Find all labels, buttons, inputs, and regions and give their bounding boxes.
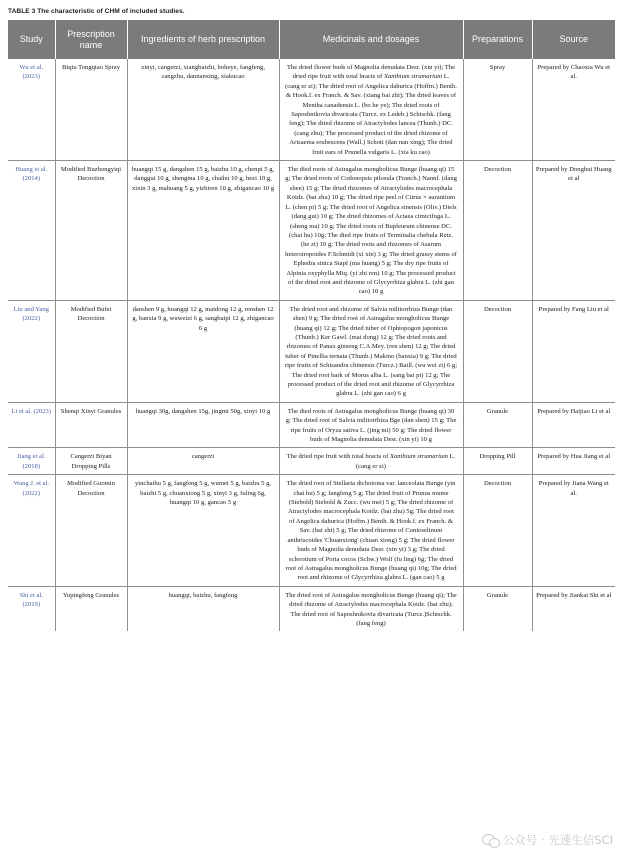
source-cell: Prepared by Jiankai Shi et al (536, 591, 612, 599)
ingredients-cell: huangqi 15 g, dangshen 15 g, baizhu 10 g, chenpi 5 g, danggui 10 g, shengma 10 g, chaihu 10 g, hezi 10 g, xixin 3 g, mahuang 5 g, yizhiren 10 g, zhigancao 10 g (127, 161, 279, 301)
medicinals-cell: The dried root and rhizome of Salvia miltiorrhiza Bunge (dan shen) 9 g; The dried root of Astragalus mongholicus Bunge (huang qi) 12 g; The dried tuber of Ophiopogon japonicus (Thunb.) Ker Gawl. (mai dong) 12 g; The dried roots and rhizomes of Panax ginseng C.A.Mey. (ren shen) 12 g; The dried tuber of Pinellia ternata (Thunb.) Makino (banxia) 9 g; The dried ripe fruits of Schisandra chinensis (Turcz.) Baill. (wu wei zi) 6 g; The dried root bark of Morus alba L. (sang bai pi) 12 g; The processed product of the dried root and rhizome of Glycyrrhiza glabra L. (zhi gan cao) 6 g (279, 300, 463, 402)
preparations-cell: Decoction (463, 161, 532, 301)
preparations-cell: Granule (463, 402, 532, 448)
study-cell: Wu et al. (2023) (8, 59, 55, 161)
preparations-cell: Dropping Pill (463, 448, 532, 475)
source-cell: Prepared by Donghui Huang et al (532, 161, 615, 301)
medicinals-cell: The died roots of Astragalus mongholicus Bunge (huang qi) 30 g; The dried root of Salvia miltiorrhiza Bge (dan shen) 15 g; The ripe fruits of Oryza sativa L. (jing mi) 50 g; The dried flower buds of Magnolia denudata Desr. (xin yi) 10 g (279, 402, 463, 448)
medicinals-cell: The dried root of Astragalus mongholicus Bunge (huang qi); The dried rhizome of Atractylodes macrocephala Koidz. (bai zhu); The dried root of Saposhnikovia divaricata (Turcz.)Schischk. (fang feng) (279, 586, 463, 631)
table-row (8, 586, 615, 631)
ingredients-cell: huangqi, baizhu, fangfeng (127, 586, 279, 631)
medicinals-cell: The dried root of Stellaria dichotoma var. lanceolata Bunge (yin chai hu) 5 g; fangfeng 5 g; The dried fruit of Prunus mume (Siebold) Siebold & Zucc. (wu mei) 5 g; The dried rhizome of Atractylodes macrocephala Koidz. (bai zhu) 5g; The dried root of Angelica dahurica (Hoffm.) Benth. & Hook.f. ex Franch. & Sav. (bai zhi) 5 g; The dried rhizome of Conioselinum anthriscoides 'Chuanxiong' (chuan xiong) 5 g; The dried flower buds of Magnolia denudata Desr. (xin yi) 3 g; The dried sclerotium of Poria cocos (Schw.) Wolf (fu ling) 6g; The dried root of Astragalus mongholicus Bunge (huang qi) 10g; The dried root and rhizome of Glycyrrhiza glabra L. (gan cao) 5 g (279, 475, 463, 586)
prescription-cell: Biqiu Tongqiao Spray (55, 59, 127, 161)
header-ingredients: Ingredients of herb prescription (127, 20, 279, 59)
header-row (8, 20, 615, 59)
ingredients-cell: xinyi, cangerzi, xiangbaizhi, boheye, fangfeng, cangzhu, dannanxing, xiakucao (127, 59, 279, 161)
prescription-cell: Modified Buzhongyiqi Decoction (55, 161, 127, 301)
prescription-cell: Cangerzi Biyan Dropping Pills (55, 448, 127, 475)
prescription-cell: Modified Guomin Decoction (55, 475, 127, 586)
source-cell: Prepared by Fang Liu et al (532, 300, 615, 402)
table-row (8, 161, 615, 301)
header-study: Study (8, 20, 55, 59)
table-caption: TABLE 3 The characteristic of CHM of included studies. (8, 8, 185, 15)
source-cell: Prepared by Chaoxia Wu et al. (532, 59, 615, 161)
prescription-cell: Shenqi Xinyi Granules (55, 402, 127, 448)
prescription-cell: Yupingfeng Granules (55, 586, 127, 631)
study-cell: Jiang et al. (2018) (8, 448, 55, 475)
study-cell: Shi et al. (2019) (8, 586, 55, 631)
study-cell: Li et al. (2023) (8, 402, 55, 448)
medicinals-cell: The died roots of Astragalus mongholicus Bunge (huang qi) 15 g; The dried roots of Codonopsis pilosula (Franch.) Nannf. (dang shen) 15 g; The dried rhizomes of Atractylodes macrocephala Koidz. (bai zhu) 10 g; The dried ripe peel of Citrus × aurantium L. (chen pi) 5 g; The dried root of Angelica sinensis (Oliv.) Diels (dang gui) 10 g; The dried rhizomes of Actaea cimicifuga L. (sheng ma) 10 g; The dried roots of Bupleurum chinense DC. (chai hu) 10g; The died ripe fruits of Terminalia chebula Retz. (he zi) 10 g; The dried roots and rhizomes of Asarum heterotropoides F.Schmidt (xi xin) 3 g; The dried grassy stems of Ephedra sinica Stapf (ma huang) 5 g; The dry ripe fruits of Alpinia oxyphylla Miq. (yi zhi ren) 10 g; The processed product of the dried root and rhizome of Glycyrrhiza glabra L. (zhi gan cao) 10 g (279, 161, 463, 301)
medicinals-cell: The dried ripe fruit with total bracts of Xanthium strumarium L. (cang er zi) (279, 448, 463, 475)
source-cell: Prepared by Haijiao Li et al (532, 402, 615, 448)
table-row (8, 475, 615, 586)
ingredients-cell: cangerzi (127, 448, 279, 475)
study-cell: Huang et al. (2014) (8, 161, 55, 301)
chm-characteristics-table (8, 20, 615, 631)
header-source: Source (532, 20, 615, 59)
wechat-icon (482, 833, 499, 847)
preparations-cell: Decoction (463, 300, 532, 402)
watermark-text: 公众号 · 光速生信SCI (502, 833, 613, 847)
table-row (8, 448, 615, 475)
header-medicinals: Medicinals and dosages (279, 20, 463, 59)
study-cell: Liu and Yang (2022) (8, 300, 55, 402)
preparations-cell: Spray (463, 59, 532, 161)
prescription-cell: Modified Bufei Decoction (55, 300, 127, 402)
watermark (479, 831, 616, 849)
ingredients-cell: yinchaihu 5 g, fangfeng 5 g, wumei 5 g, baizhu 5 g, baizhi 5 g, chuanxiong 5 g, xinyi 3 g, fuling 6g, huangqi 10 g, gancao 5 g (127, 475, 279, 586)
table-row (8, 300, 615, 402)
header-preparations: Preparations (463, 20, 532, 59)
ingredients-cell: huangqi 30g, dangshen 15g, jingmi 50g, xinyi 10 g (127, 402, 279, 448)
header-prescription: Prescription name (55, 20, 127, 59)
preparations-cell: Decoction (463, 475, 532, 586)
source-cell: Prepared by Hua Jiang et al (532, 448, 615, 475)
preparations-cell: Granule (463, 586, 532, 631)
table-row (8, 59, 615, 161)
ingredients-cell: danshen 9 g, huangqi 12 g, maidong 12 g, renshen 12 g, banxia 9 g, wuweizi 6 g, sangbaipi 12 g, zhigancao 6 g (127, 300, 279, 402)
source-cell: Prepared by Jiana Wang et al. (532, 475, 615, 586)
study-cell: Wang J. et al. (2022) (8, 475, 55, 586)
medicinals-cell: The dried flower buds of Magnolia denudata Desr. (xin yi); The dried ripe fruit with total bracts of Xanthium strumarium L. (cang er zi); The dried root of Angelica dahurica (Hoffm.) Benth. & Hook.f. ex Franch. & Sav. (xiang bai zhi); The dried leaves of Mentha canadensis L. (bo he ye); The dried roots of Saposhnikovia divaricata (Turcz. ex Ledeb.) Schischk. (fang feng); The dried rhizome of Atractylodes lancea (Thunb.) DC. (cang zhu); The processed product of the dried rhizome of Arisaema erubescens (Wall.) Schott (dan nan xing); The dried fruit ears of Prunella vulgaris L. (xia ku cao) (279, 59, 463, 161)
table-row (8, 402, 615, 448)
